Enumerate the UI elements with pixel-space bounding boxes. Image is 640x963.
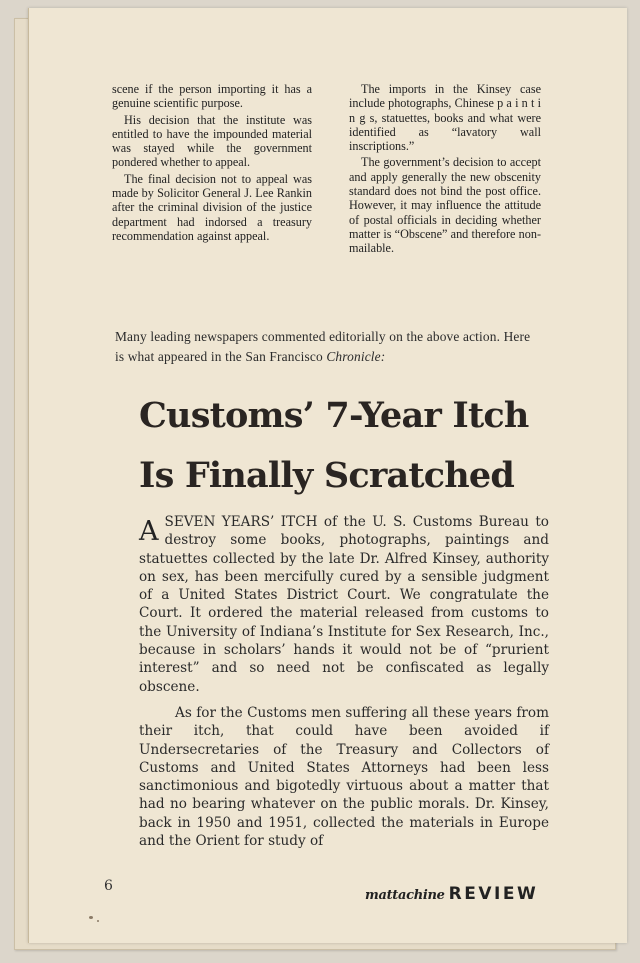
top-right-column: [349, 82, 541, 256]
left-col-paragraph-2: His decision that the institute was entitled to have the impounded material was stayed while the government pondered whether to appeal.: [112, 112, 312, 170]
left-col-paragraph-1: scene if the person importing it has a genuine scientific purpose.: [112, 82, 312, 111]
editorial-intro: [115, 327, 541, 367]
article-paragraph-2: As for the Customs men suffering all these years from their itch, that could have been avoided if Undersecretaries of the Treasury and Collectors of Customs and United States Attorneys had been less sanctimonious and bigotedly virtuous about a matter that had no bearing whatever on the public morals. Dr. Kinsey, back in 1950 and 1951, collected the materials in Europe and the Orient for study of: [139, 704, 549, 850]
article-headline: [139, 386, 599, 506]
page-number: 6: [104, 878, 113, 894]
logo-review: REVIEW: [448, 884, 539, 904]
headline-line-2: Is Finally Scratched: [139, 455, 515, 496]
intro-text: Many leading newspapers commented editorially on the above action. Here is what appeared in the San Francisco: [115, 329, 531, 364]
logo-script: mattachine: [365, 888, 445, 903]
article-body: [139, 513, 549, 850]
paper-speck: [89, 916, 93, 919]
left-col-paragraph-3: The final decision not to appeal was made by Solicitor General J. Lee Rankin after the criminal division of the justice department had indorsed a treasury recommendation against appeal.: [112, 171, 312, 243]
magazine-page: [28, 8, 627, 943]
headline-line-1: Customs’ 7-Year Itch: [139, 395, 529, 436]
magazine-logo: [365, 884, 538, 904]
right-col-paragraph-1: The imports in the Kinsey case include photographs, Chinese p a i n t i n g s, statuettes, books and what were identified as “lavatory wall inscriptions.”: [349, 82, 541, 154]
paper-speck: [97, 920, 99, 922]
right-col-paragraph-2: The government’s decision to accept and apply generally the new obscenity standard does not bind the post office. However, it may influence the attitude of postal officials in deciding whether matter is “Obscene” and therefore non-mailable.: [349, 155, 541, 256]
drop-cap: A: [139, 516, 159, 547]
article-paragraph-1: [139, 513, 549, 696]
article-paragraph-1-text: SEVEN YEARS’ ITCH of the U. S. Customs Bureau to destroy some books, photographs, paintings and statuettes collected by the late Dr. Alfred Kinsey, authority on sex, has been mercifully cured by a sensible judgment of a United States District Court. We congratulate the Court. It ordered the material released from customs to the University of Indiana’s Institute for Sex Research, Inc., because in scholars’ hands it would not be of “prurient interest” and so need not be confiscated as legally obscene.: [139, 514, 549, 695]
newspaper-name: Chronicle:: [326, 349, 386, 364]
top-left-column: [112, 82, 312, 243]
